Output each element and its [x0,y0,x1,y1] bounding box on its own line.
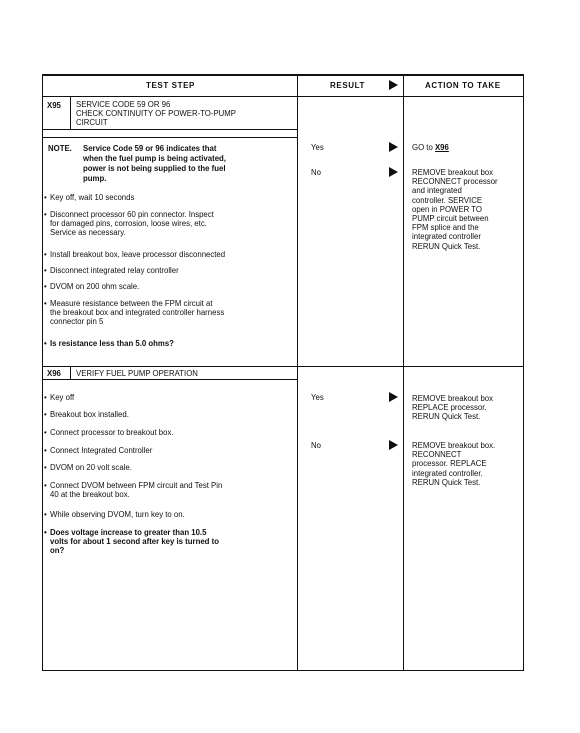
x95-step: • Measure resistance between the FPM circuit at the breakout box and integrated controller harness connector pin 5 [44,299,225,327]
x95-step: • Disconnect processor 60 pin connector. Inspect for damaged pins, corrosion, loose wires, etc. Service as necessary. [44,210,214,238]
table-top-rule [42,74,524,76]
x95-action-no: REMOVE breakout box RECONNECT processor and integrated controller. SERVICE open in POWER TO PUMP circuit between FPM splice and the integrated controller RERUN Quick Test. [412,168,498,251]
x96-yes-arrow-icon [389,392,398,402]
x95-step: • DVOM on 200 ohm scale. [44,282,140,291]
table-bottom-rule [42,670,524,671]
x95-note-line-4: pump. [83,174,107,183]
x95-code: X95 [47,101,61,110]
x96-step-question: • Does voltage increase to greater than 10.5 volts for about 1 second after key is turned to on? [44,528,219,556]
x96-action-no: REMOVE breakout box. RECONNECT processor. REPLACE integrated controller. RERUN Quick Test. [412,441,496,487]
x96-step: • Connect Integrated Controller [44,446,153,455]
x95-yes-arrow-icon [389,142,398,152]
header-action: ACTION TO TAKE [425,81,501,90]
x95-note-line-1: Service Code 59 or 96 indicates that [83,144,217,153]
x96-result-yes: Yes [311,393,324,402]
x96-step: • While observing DVOM, turn key to on. [44,510,185,519]
x96-title-rule [42,379,298,380]
x96-code-divider [70,367,71,379]
x95-title-line-1: SERVICE CODE 59 OR 96 [76,100,171,109]
x95-goto-link: X96 [434,143,449,152]
x96-title: VERIFY FUEL PUMP OPERATION [76,369,198,378]
x95-note-line-3: power is not being supplied to the fuel [83,164,226,173]
x96-step: • DVOM on 20 volt scale. [44,463,132,472]
header-bottom-rule [42,96,524,97]
x96-no-arrow-icon [389,440,398,450]
x95-title-rule [42,129,298,130]
x96-step: • Connect DVOM between FPM circuit and Test Pin 40 at the breakout box. [44,481,223,500]
x96-result-no: No [311,441,321,450]
x95-note-line-2: when the fuel pump is being activated, [83,154,226,163]
x95-step: • Disconnect integrated relay controller [44,266,179,275]
x95-step: • Install breakout box, leave processor disconnected [44,250,226,259]
x95-no-arrow-icon [389,167,398,177]
header-arrow-icon [389,80,398,90]
x96-step: • Breakout box installed. [44,410,129,419]
header-test-step: TEST STEP [146,81,195,90]
x95-result-yes: Yes [311,143,324,152]
x95-action-yes: GO to X96 [412,143,449,152]
x95-title-line-2: CHECK CONTINUITY OF POWER-TO-PUMP [76,109,236,118]
x95-note-label: NOTE. [48,144,72,153]
x95-result-no: No [311,168,321,177]
x95-code-divider [70,97,71,129]
x96-code: X96 [47,369,61,378]
header-result: RESULT [330,81,366,90]
x96-step: • Connect processor to breakout box. [44,428,174,437]
col-divider-2 [403,74,404,671]
x95-step-question: • Is resistance less than 5.0 ohms? [44,339,174,348]
x96-top-rule [42,366,524,367]
x95-subrule [42,137,298,138]
right-border [523,74,524,671]
x96-step: • Key off [44,393,75,402]
left-border [42,74,43,671]
x96-action-yes: REMOVE breakout box REPLACE processor. RERUN Quick Test. [412,394,494,422]
x95-title-line-3: CIRCUIT [76,118,108,127]
x95-step: • Key off, wait 10 seconds [44,193,135,202]
col-divider-1 [297,74,298,671]
